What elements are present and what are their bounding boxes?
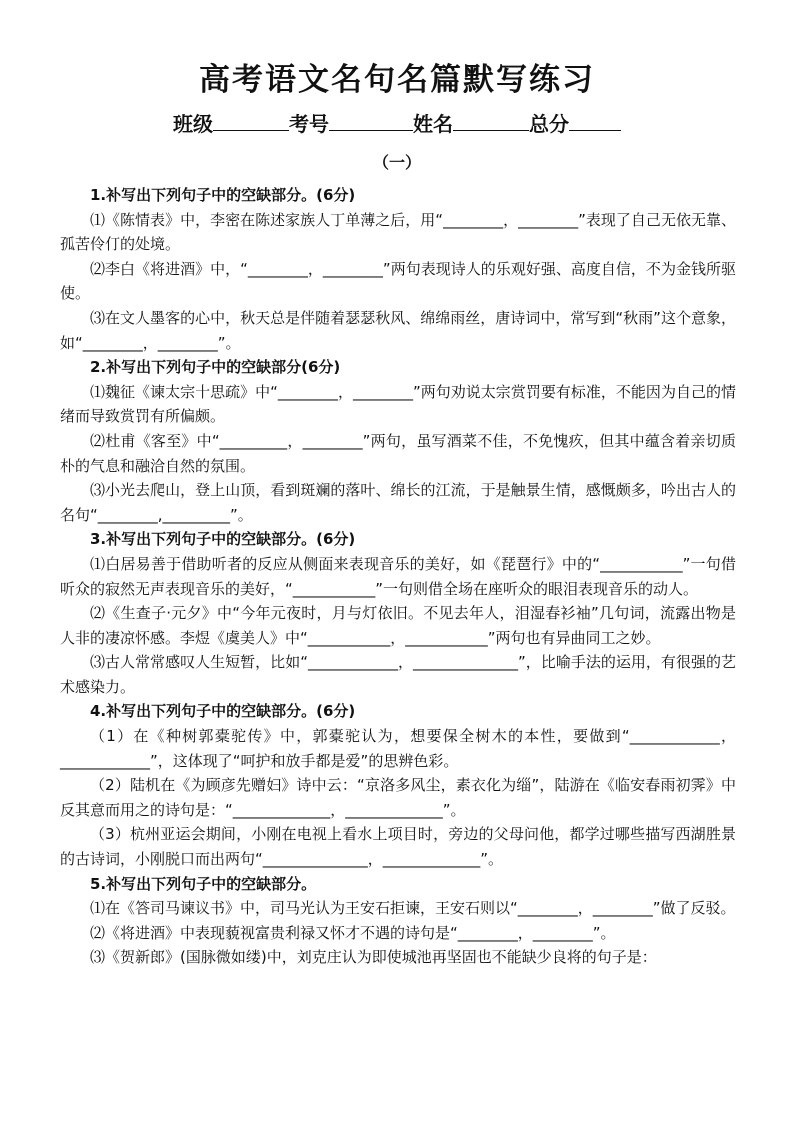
exam-no-blank[interactable] xyxy=(329,110,413,131)
class-label: 班级 xyxy=(173,112,213,136)
question-heading: 4.补写出下列句子中的空缺部分。(6分) xyxy=(90,702,356,721)
exam-no-label: 考号 xyxy=(289,112,329,136)
question-item: ⑵杜甫《客至》中“_________，________”两句，虽写酒菜不佳，不免愧疚，但其中蕴含着亲切质朴的气息和融洽自然的氛围。 xyxy=(60,431,736,475)
question-item: ⑶《贺新郎》(国脉微如缕)中，刘克庄认为即使城池再坚固也不能缺少良将的句子是： xyxy=(90,948,657,967)
question-item: ⑴魏征《谏太宗十思疏》中“________，________”两句劝说太宗赏罚要有标准，不能因为自己的情绪而导致赏罚有所偏颇。 xyxy=(60,382,736,426)
question-list xyxy=(60,183,736,970)
question-item: （1）在《种树郭橐驼传》中，郭橐驼认为，想要保全树木的本性，要做到“____________，____________”，这体现了“呵护和放手都是爱”的思辨色彩。 xyxy=(60,727,736,770)
page-title: 高考语文名句名篇默写练习 xyxy=(199,62,595,98)
class-blank[interactable] xyxy=(213,110,289,131)
question-item: ⑵《将进酒》中表现藐视富贵利禄又怀才不遇的诗句是“________，________”。 xyxy=(90,923,616,942)
question-item: ⑶在文人墨客的心中，秋天总是伴随着瑟瑟秋风、绵绵雨丝，唐诗词中，常写到“秋雨”这个意象，如“________，________”。 xyxy=(60,308,736,352)
question-item: ⑴《陈情表》中，李密在陈述家族人丁单薄之后，用“________，________”表现了自己无依无靠、孤苦伶仃的处境。 xyxy=(60,210,736,254)
question-item: （3）杭州亚运会期间，小刚在电视上看水上项目时，旁边的父母问他，都学过哪些描写西湖胜景的古诗词，小刚脱口而出两句“______________，_____________”。 xyxy=(60,825,736,869)
question-item: ⑴白居易善于借助听者的反应从侧面来表现音乐的美好，如《琵琶行》中的“___________”一句借听众的寂然无声表现音乐的美好，“___________”一句则借全场在座听众的眼泪表现音乐的动人。 xyxy=(60,554,736,598)
section-label: （一） xyxy=(372,153,421,172)
question-heading: 1.补写出下列句子中的空缺部分。(6分) xyxy=(90,186,356,204)
question-item: ⑴在《答司马谏议书》中，司马光认为王安石拒谏，王安石则以“________，________”做了反驳。 xyxy=(90,899,736,918)
question-item: ⑵李白《将进酒》中，“________，________”两句表现诗人的乐观好强、高度自信，不为金钱所驱使。 xyxy=(60,259,736,303)
score-blank[interactable] xyxy=(569,110,621,131)
score-label: 总分 xyxy=(529,112,569,136)
question-heading: 2.补写出下列句子中的空缺部分(6分) xyxy=(90,358,341,377)
question-item: ⑶古人常常感叹人生短暂，比如“____________，______________”，比喻手法的运用，有很强的艺术感染力。 xyxy=(60,653,736,696)
question-heading: 3.补写出下列句子中的空缺部分。(6分) xyxy=(90,530,356,549)
question-heading: 5.补写出下列句子中的空缺部分。 xyxy=(90,874,317,893)
question-item: ⑶小光去爬山，登上山顶，看到斑斓的落叶、绵长的江流，于是触景生情，感慨颇多，吟出古人的名句“________,_________”。 xyxy=(60,481,736,524)
student-info-line xyxy=(0,109,794,139)
name-blank[interactable] xyxy=(453,110,529,131)
question-item: ⑵《生查子·元夕》中“今年元夜时，月与灯依旧。不见去年人，泪湿春衫袖”几句词，流露出物是人非的凄凉怀感。李煜《虞美人》中“___________，___________”两句也有异曲同工之妙。 xyxy=(60,604,736,647)
question-item: （2）陆机在《为顾彦先赠妇》诗中云：“京洛多风尘，素衣化为缁”，陆游在《临安春雨初霁》中反其意而用之的诗句是：“_____________，_____________”。 xyxy=(60,776,736,819)
name-label: 姓名 xyxy=(413,112,453,136)
